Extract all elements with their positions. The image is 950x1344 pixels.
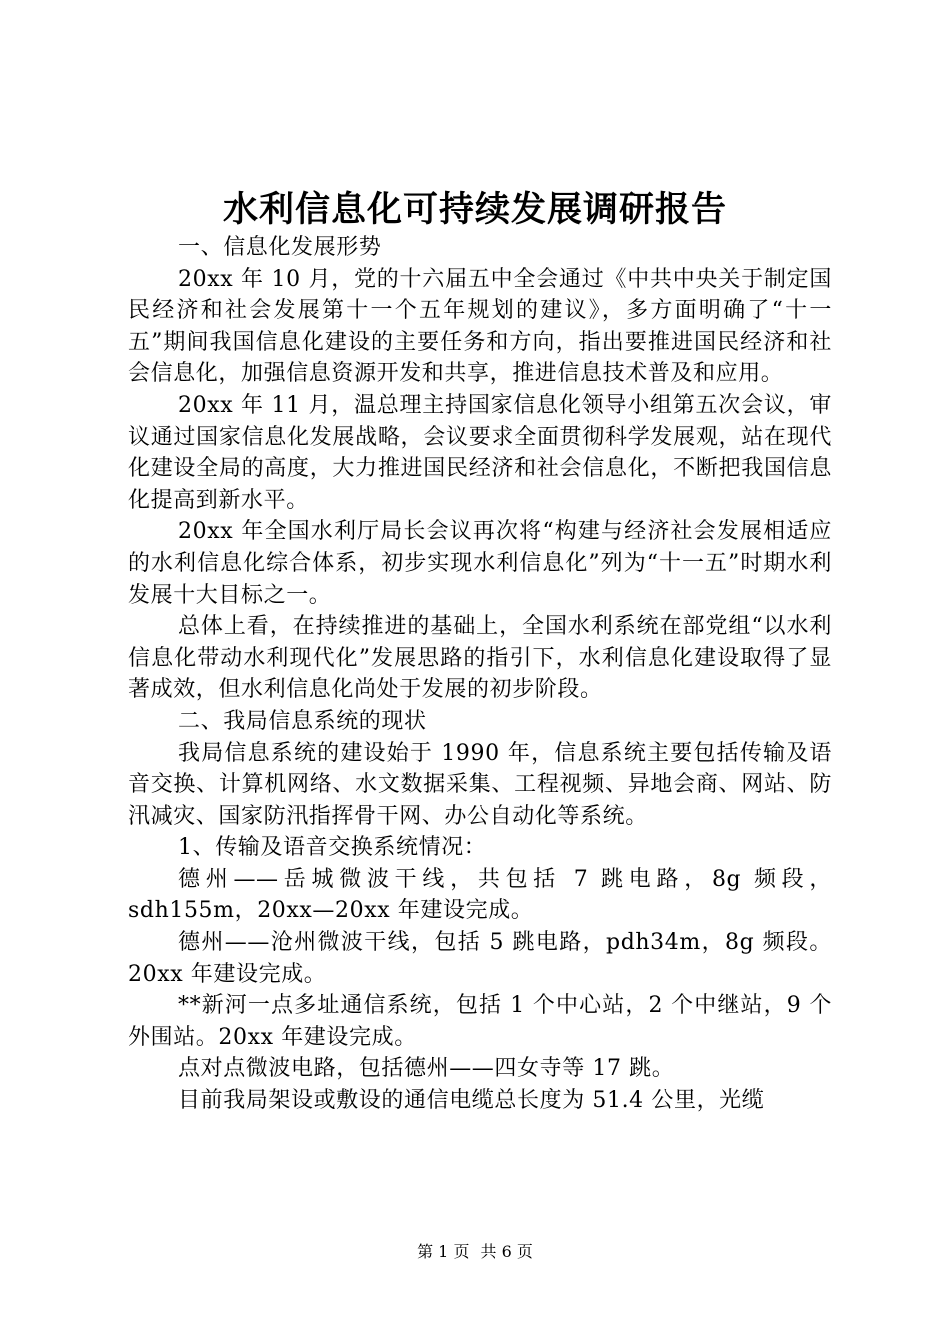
paragraph: **新河一点多址通信系统，包括 1 个中心站，2 个中继站，9 个外围站。20xx 年建设完成。 [128, 993, 832, 1050]
page-total: 共 6 页 [480, 1242, 533, 1261]
page-number: 第 1 页 [417, 1242, 470, 1261]
paragraph: 目前我局架设或敷设的通信电缆总长度为 51.4 公里，光缆 [178, 1088, 765, 1114]
paragraph: 德州——岳城微波干线，共包括 7 跳电路，8g 频段，sdh155m，20xx—20xx 年建设完成。 [128, 866, 832, 924]
paragraph: 我局信息系统的建设始于 1990 年，信息系统主要包括传输及语音交换、计算机网络、水文数据采集、工程视频、异地会商、网站、防汛减灾、国家防汛指挥骨干网、办公自动化等系统。 [128, 740, 832, 829]
section-heading-2: 二、我局信息系统的现状 [178, 708, 427, 734]
paragraph: 20xx 年全国水利厅局长会议再次将“构建与经济社会发展相适应的水利信息化综合体系，初步实现水利信息化”列为“十一五”时期水利发展十大目标之一。 [128, 519, 832, 608]
document-title: 水利信息化可持续发展调研报告 [222, 189, 727, 230]
subsection-heading: 1、传输及语音交换系统情况： [178, 835, 487, 861]
section-heading-1: 一、信息化发展形势 [178, 235, 382, 260]
page-footer [0, 1241, 950, 1263]
paragraph: 德州——沧州微波干线，包括 5 跳电路，pdh34m，8g 频段。20xx 年建设完成。 [128, 930, 832, 987]
document-body [128, 232, 832, 1117]
paragraph: 20xx 年 11 月，温总理主持国家信息化领导小组第五次会议，审议通过国家信息化发展战略，会议要求全面贯彻科学发展观，站在现代化建设全局的高度，大力推进国民经济和社会信息化，不断把我国信息化提高到新水平。 [128, 392, 832, 513]
paragraph: 点对点微波电路，包括德州——四女寺等 17 跳。 [178, 1056, 675, 1082]
paragraph: 总体上看，在持续推进的基础上，全国水利系统在部党组“以水利信息化带动水利现代化”发展思路的指引下，水利信息化建设取得了显著成效，但水利信息化尚处于发展的初步阶段。 [128, 614, 832, 703]
paragraph: 20xx 年 10 月，党的十六届五中全会通过《中共中央关于制定国民经济和社会发展第十一个五年规划的建议》，多方面明确了“十一五”期间我国信息化建设的主要任务和方向，指出要推进国民经济和社会信息化，加强信息资源开发和共享，推进信息技术普及和应用。 [128, 266, 832, 387]
